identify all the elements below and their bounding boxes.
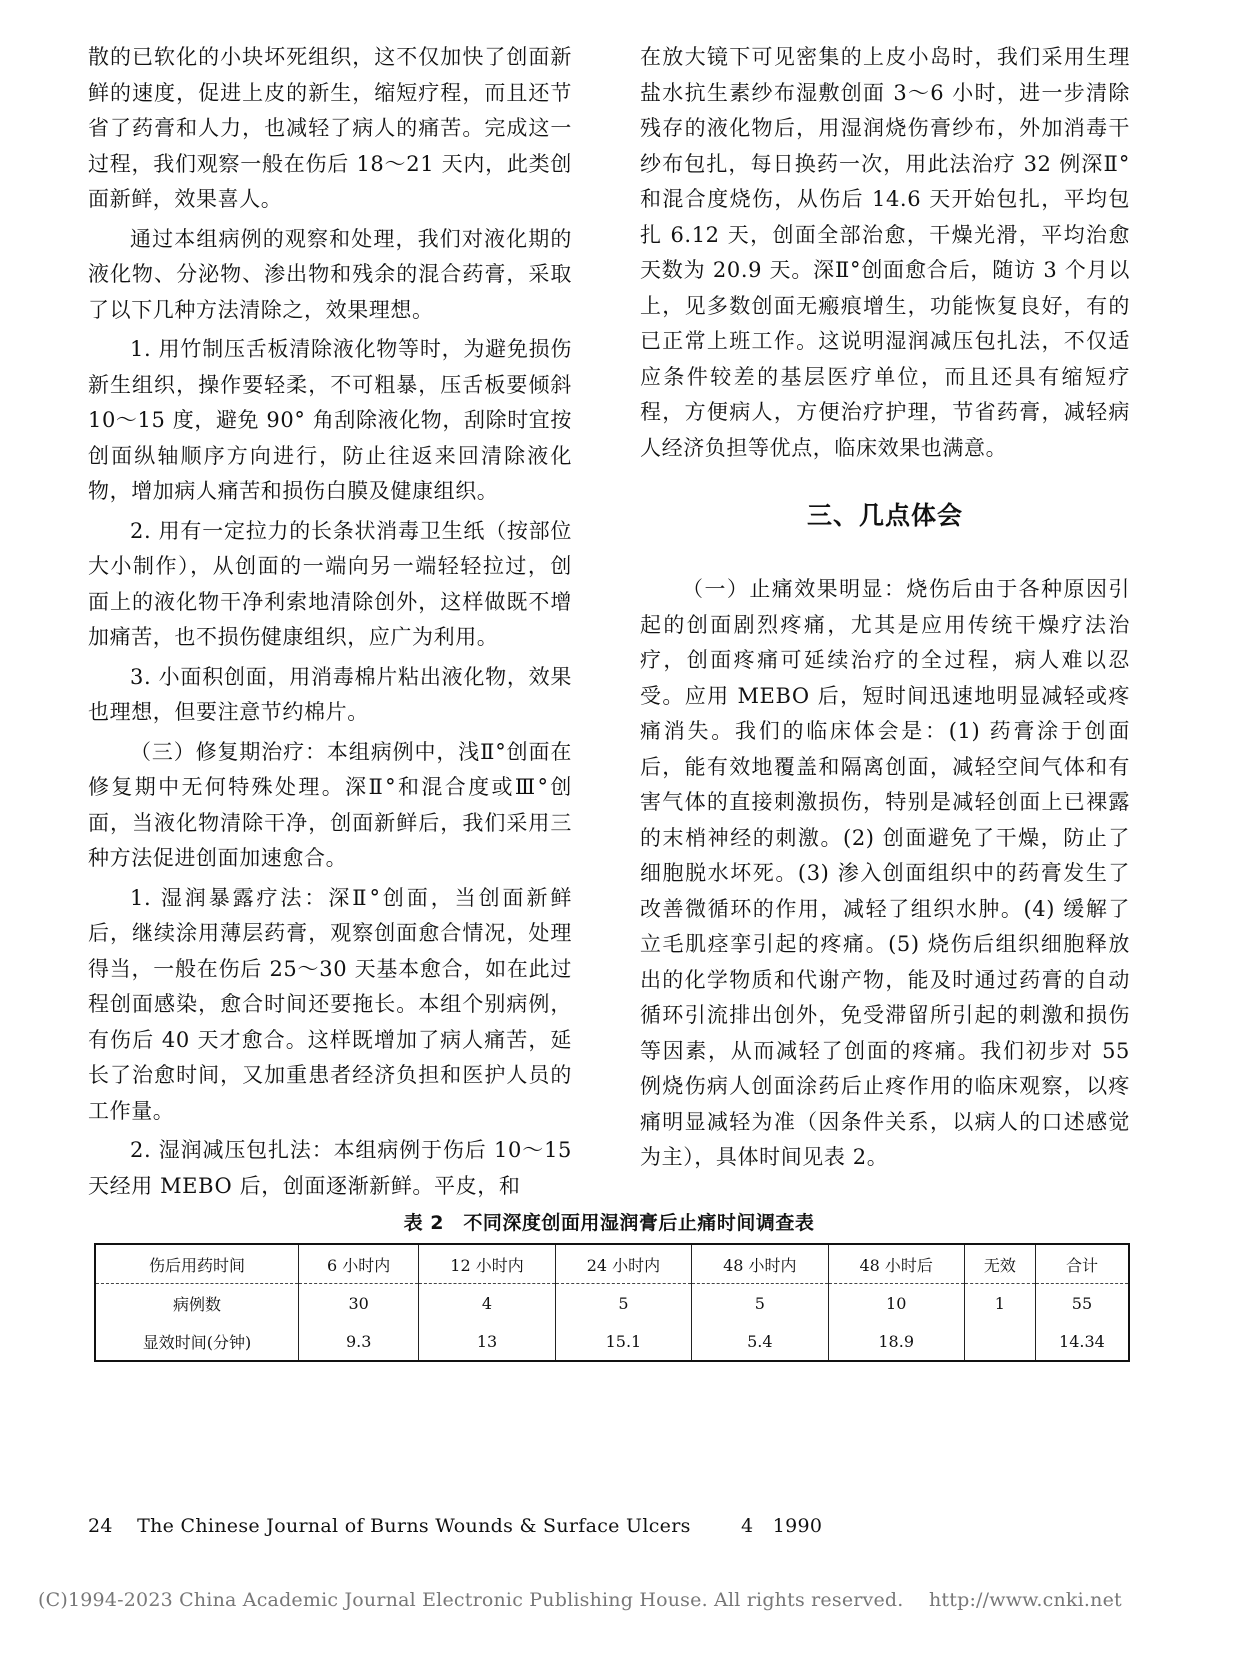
left-paragraph: （三）修复期治疗：本组病例中，浅Ⅱ°创面在修复期中无何特殊处理。深Ⅱ°和混合度或Ⅲ°创面，当液化物清除干净，创面新鲜后，我们采用三种方法促进创面加速愈合。: [88, 739, 572, 870]
table-caption: 表 2 不同深度创面用湿润膏后止痛时间调查表: [403, 1212, 815, 1234]
table-header-cell: 48 小时内: [692, 1244, 828, 1284]
table-row: [95, 1284, 1129, 1323]
pain-relief-table: [94, 1243, 1130, 1362]
table-cell: 55: [1035, 1284, 1129, 1323]
left-paragraph: 3. 小面积创面，用消毒棉片粘出液化物，效果也理想，但要注意节约棉片。: [88, 664, 572, 724]
table-header-row: [95, 1244, 1129, 1284]
table-cell: 5.4: [692, 1322, 828, 1361]
section-heading: 三、几点体会: [806, 501, 963, 530]
table-cell: 15.1: [555, 1322, 691, 1361]
journal-title: The Chinese Journal of Burns Wounds & Surface Ulcers: [137, 1515, 691, 1537]
table-cell: 5: [692, 1284, 828, 1323]
table-cell: 5: [555, 1284, 691, 1323]
table-cell: [964, 1322, 1035, 1361]
table-cell: 13: [419, 1322, 555, 1361]
table-cell: 显效时间(分钟): [142, 1332, 252, 1352]
table-cell: 4: [419, 1284, 555, 1323]
page-number: 24: [88, 1515, 113, 1537]
copyright-notice: (C)1994-2023 China Academic Journal Electronic Publishing House. All rights reserved. http://www.cnki.net: [38, 1589, 1122, 1611]
left-paragraph: 散的已软化的小块坏死组织，这不仅加快了创面新鲜的速度，促进上皮的新生，缩短疗程，而且还节省了药膏和人力，也减轻了病人的痛苦。完成这一过程，我们观察一般在伤后 18～21 天内，此类创面新鲜，效果喜人。: [88, 45, 572, 211]
left-paragraph: 2. 用有一定拉力的长条状消毒卫生纸（按部位大小制作），从创面的一端向另一端轻轻拉过，创面上的液化物干净利索地清除创外，这样做既不增加痛苦，也不损伤健康组织，应广为利用。: [88, 518, 572, 649]
left-paragraph: 1. 用竹制压舌板清除液化物等时，为避免损伤新生组织，操作要轻柔，不可粗暴，压舌板要倾斜 10～15 度，避免 90° 角刮除液化物，刮除时宜按创面纵轴顺序方向进行，防止往返来回清除液化物，增加病人痛苦和损伤白膜及健康组织。: [88, 337, 572, 503]
left-paragraph: 2. 湿润减压包扎法：本组病例于伤后 10～15 天经用 MEBO 后，创面逐渐新鲜。平皮，和: [88, 1138, 572, 1198]
page-footer: [88, 1511, 822, 1538]
right-column: [640, 40, 1130, 1180]
right-paragraph: 在放大镜下可见密集的上皮小岛时，我们采用生理盐水抗生素纱布湿敷创面 3～6 小时，进一步清除残存的液化物后，用湿润烧伤膏纱布，外加消毒干纱布包扎，每日换药一次，用此法治疗 32 例深Ⅱ°和混合度烧伤，从伤后 14.6 天开始包扎，平均包扎 6.12 天，创面全部治愈，干燥光滑，平均治愈天数为 20.9 天。深Ⅱ°创面愈合后，随访 3 个月以上，见多数创面无瘢痕增生，功能恢复良好，有的已正常上班工作。这说明湿润减压包扎法，不仅适应条件较差的基层医疗单位，而且还具有缩短疗程，方便病人，方便治疗护理，节省药膏，减轻病人经济负担等优点，临床效果也满意。: [640, 45, 1130, 460]
table-cell: 9.3: [299, 1322, 419, 1361]
table-cell: 18.9: [828, 1322, 964, 1361]
left-paragraph: 1. 湿润暴露疗法：深Ⅱ°创面，当创面新鲜后，继续涂用薄层药膏，观察创面愈合情况，处理得当，一般在伤后 25～30 天基本愈合，如在此过程创面感染，愈合时间还要拖长。本组个别病例，有伤后 40 天才愈合。这样既增加了病人痛苦，延长了治愈时间，又加重患者经济负担和医护人员的工作量。: [88, 885, 572, 1123]
table-header-cell: 无效: [964, 1244, 1035, 1284]
table-cell: 10: [828, 1284, 964, 1323]
table-header-cell: 6 小时内: [299, 1244, 419, 1284]
left-paragraph: 通过本组病例的观察和处理，我们对液化期的液化物、分泌物、渗出物和残余的混合药膏，采取了以下几种方法清除之，效果理想。: [88, 226, 572, 322]
table-cell: 14.34: [1035, 1322, 1129, 1361]
table-row: [95, 1322, 1129, 1361]
left-column: [88, 40, 572, 1208]
table-cell: 30: [299, 1284, 419, 1323]
table-header-cell: 12 小时内: [419, 1244, 555, 1284]
right-paragraph: （一）止痛效果明显：烧伤后由于各种原因引起的创面剧烈疼痛，尤其是应用传统干燥疗法治疗，创面疼痛可延续治疗的全过程，病人难以忍受。应用 MEBO 后，短时间迅速地明显减轻或疼痛消失。我们的临床体会是：(1) 药膏涂于创面后，能有效地覆盖和隔离创面，减轻空间气体和有害气体的直接刺激损伤，特别是减轻创面上已裸露的末梢神经的刺激。(2) 创面避免了干燥，防止了细胞脱水坏死。(3) 渗入创面组织中的药膏发生了改善微循环的作用，减轻了组织水肿。(4) 缓解了立毛肌痉挛引起的疼痛。(5) 烧伤后组织细胞释放出的化学物质和代谢产物，能及时通过药膏的自动循环引流排出创外，免受滞留所引起的刺激和损伤等因素，从而减轻了创面的疼痛。我们初步对 55 例烧伤病人创面涂药后止疼作用的临床观察，以疼痛明显减轻为准（因条件关系，以病人的口述感觉为主），具体时间见表 2。: [640, 577, 1130, 1169]
table-cell: 1: [964, 1284, 1035, 1323]
table-header-cell: 24 小时内: [555, 1244, 691, 1284]
table-header-cell: 伤后用药时间: [95, 1244, 299, 1284]
table-cell: 病例数: [172, 1294, 221, 1314]
table-header-cell: 48 小时后: [828, 1244, 964, 1284]
table-header-cell: 合计: [1035, 1244, 1129, 1284]
issue-info: 4 1990: [741, 1515, 823, 1537]
